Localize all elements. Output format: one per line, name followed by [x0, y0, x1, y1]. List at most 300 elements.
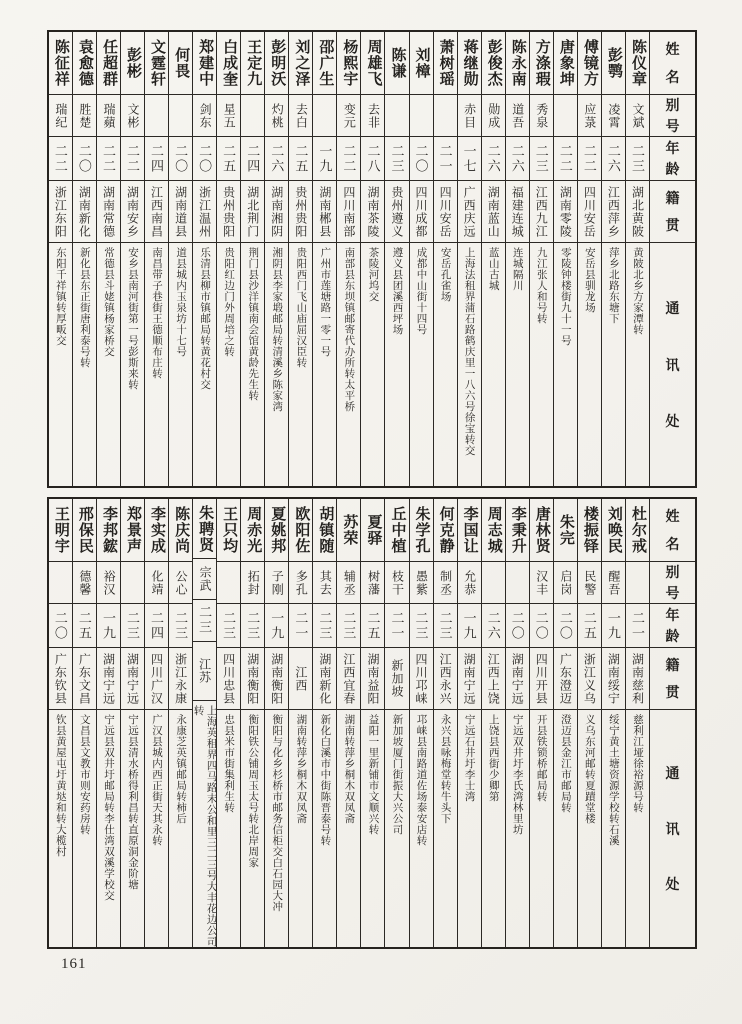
person-name: 文霆轩 [149, 39, 166, 87]
person-native-place: 浙江东阳 [49, 180, 72, 242]
person-native-place: 湖南宁远 [121, 647, 144, 709]
person-alias: 星五 [217, 94, 240, 136]
person-column [216, 499, 240, 947]
person-column [384, 499, 408, 947]
person-column [625, 32, 649, 486]
person-age: 二五 [361, 603, 384, 647]
person-address: 永兴县咏梅堂转牛头下 [434, 709, 457, 947]
person-alias: 多孔 [289, 561, 312, 603]
person-name: 周志城 [485, 506, 502, 554]
person-address: 义乌东河邮转夏蹟堂楼 [578, 709, 601, 947]
person-age: 二六 [265, 136, 288, 180]
table-header-column [649, 499, 695, 947]
person-name: 陈庆尚 [173, 506, 190, 554]
person-age: 二五 [578, 603, 601, 647]
person-native-place: 四川安岳 [578, 180, 601, 242]
person-alias: 枝干 [385, 561, 408, 603]
table-header-column [649, 32, 695, 486]
person-name: 唐林贤 [533, 506, 550, 554]
person-name: 唐象坤 [557, 39, 574, 87]
person-address: 南部县东坝镇邮寄代办所转太平桥 [337, 242, 360, 486]
person-address: 上海英租界四马路末公和里三二三号大丰花边公司转 [193, 700, 216, 947]
person-native-place: 四川安岳 [434, 180, 457, 242]
person-column [168, 499, 192, 947]
person-age: 一九 [602, 603, 625, 647]
person-age: 二三 [385, 136, 408, 180]
person-column [336, 499, 360, 947]
person-column [409, 499, 433, 947]
person-column [601, 499, 625, 947]
person-native-place: 贵州贵阳 [217, 180, 240, 242]
person-address: 宁远双井圩李氏湾林里坊 [506, 709, 529, 947]
person-address: 宁远县清水桥得利昌转直原洞金阶塘 [121, 709, 144, 947]
person-age: 二三 [337, 603, 360, 647]
person-native-place: 湖南常德 [97, 180, 120, 242]
person-address: 道县城内玉泉坊十七号 [169, 242, 192, 486]
person-native-place: 湖南绥宁 [602, 647, 625, 709]
person-address: 安岳孔雀场 [434, 242, 457, 486]
person-address: 东阳千祥镇转厚畈交 [49, 242, 72, 486]
person-name: 王明宇 [52, 506, 69, 554]
person-column [96, 32, 120, 486]
person-alias: 灼桃 [265, 94, 288, 136]
person-alias [49, 561, 72, 603]
person-age: 二六 [482, 603, 505, 647]
person-name: 丘中植 [389, 506, 406, 554]
person-alias: 去非 [361, 94, 384, 136]
person-name: 陈征祥 [52, 39, 69, 87]
person-name: 夏驿 [365, 514, 382, 546]
person-column [72, 32, 96, 486]
person-native-place: 广东澄迈 [554, 647, 577, 709]
person-alias [434, 94, 457, 136]
directory-table-bottom [47, 497, 697, 949]
person-name: 傅镜方 [581, 39, 598, 87]
person-address: 衡阳铁公铺周玉太号转北岸周家 [241, 709, 264, 947]
person-column [264, 499, 288, 947]
person-alias: 化靖 [145, 561, 168, 603]
person-native-place: 广东文昌 [73, 647, 96, 709]
person-column [553, 32, 577, 486]
person-alias: 德馨 [73, 561, 96, 603]
person-address: 广州市莲塘路一零一号 [313, 242, 336, 486]
person-name: 刘樟 [413, 47, 430, 79]
person-column [240, 499, 264, 947]
person-age: 二六 [602, 136, 625, 180]
person-address: 开县铁锁桥邮局转 [530, 709, 553, 947]
person-address: 安乡县南河街第一号彭斯来转 [121, 242, 144, 486]
person-column [288, 32, 312, 486]
person-column [49, 499, 72, 947]
person-address: 上海法租界蒲石路鹤庆里一八六号徐宝转交 [458, 242, 481, 486]
person-age: 一九 [265, 603, 288, 647]
person-column [192, 32, 216, 486]
person-name: 彭明沃 [269, 39, 286, 87]
person-column [481, 499, 505, 947]
person-alias: 胜楚 [73, 94, 96, 136]
person-alias: 拓封 [241, 561, 264, 603]
person-name: 邢保民 [76, 506, 93, 554]
person-address: 忠县米市街集利生转 [217, 709, 240, 947]
person-native-place: 江西南昌 [145, 180, 168, 242]
person-age: 一九 [97, 603, 120, 647]
person-age: 二二 [578, 136, 601, 180]
person-address: 蓝山古城 [482, 242, 505, 486]
person-alias [482, 561, 505, 603]
person-native-place: 江西萍乡 [602, 180, 625, 242]
person-name: 王只均 [221, 506, 238, 554]
person-name: 方涤瑕 [533, 39, 550, 87]
person-address: 慈利江垭徐裕源号转 [626, 709, 649, 947]
person-alias: 醒吾 [602, 561, 625, 603]
person-alias [554, 94, 577, 136]
header-name-label: 姓 名 [665, 43, 680, 86]
person-column [49, 32, 72, 486]
person-age: 二五 [217, 136, 240, 180]
person-age: 二三 [217, 603, 240, 647]
person-age: 二三 [193, 599, 216, 641]
person-native-place: 湖南湘阴 [265, 180, 288, 242]
person-native-place: 湖南衡阳 [241, 647, 264, 709]
person-column [505, 499, 529, 947]
person-age: 二三 [169, 603, 192, 647]
person-name: 周雄飞 [365, 39, 382, 87]
person-native-place: 四川南部 [337, 180, 360, 242]
person-name: 胡镇随 [317, 506, 334, 554]
person-age: 一九 [458, 603, 481, 647]
person-alias: 道吾 [506, 94, 529, 136]
person-name: 欧阳佐 [293, 506, 310, 554]
person-alias: 启岗 [554, 561, 577, 603]
person-age: 二二 [97, 136, 120, 180]
person-column [409, 32, 433, 486]
person-alias: 愚紫 [410, 561, 433, 603]
person-native-place: 福建连城 [506, 180, 529, 242]
person-alias: 秀泉 [530, 94, 553, 136]
person-age: 二一 [626, 603, 649, 647]
person-alias [385, 94, 408, 136]
person-address: 广汉县城内西正街天其永转 [145, 709, 168, 947]
person-address: 九江张人和号转 [530, 242, 553, 486]
person-alias: 允恭 [458, 561, 481, 603]
person-column [96, 499, 120, 947]
person-age: 二二 [49, 136, 72, 180]
person-alias [121, 561, 144, 603]
person-address: 南昌带子巷街王德顺布庄转 [145, 242, 168, 486]
person-native-place: 浙江义乌 [578, 647, 601, 709]
person-alias: 勋成 [482, 94, 505, 136]
person-column [120, 32, 144, 486]
person-column [312, 32, 336, 486]
person-age: 二五 [289, 136, 312, 180]
person-alias [313, 94, 336, 136]
person-column [577, 499, 601, 947]
person-name: 彭彬 [124, 47, 141, 79]
person-name: 彭鹗 [605, 47, 622, 79]
person-native-place: 湖南益阳 [361, 647, 384, 709]
person-column [144, 32, 168, 486]
person-native-place: 广东钦县 [49, 647, 72, 709]
header-alias-label: 别 号 [650, 561, 695, 603]
person-alias: 去白 [289, 94, 312, 136]
directory-table-top [47, 30, 697, 488]
person-native-place: 湖南郴县 [313, 180, 336, 242]
person-native-place: 江西 [289, 647, 312, 709]
person-native-place: 贵州贵阳 [289, 180, 312, 242]
person-column [433, 32, 457, 486]
header-native-label: 籍 贯 [650, 647, 695, 709]
person-name: 李邦鋐 [100, 506, 117, 554]
person-age: 二四 [145, 603, 168, 647]
person-native-place: 浙江温州 [193, 180, 216, 242]
person-address: 益阳一里新铺市文顺兴转 [361, 709, 384, 947]
person-address: 澄迈县金江市邮局转 [554, 709, 577, 947]
person-address: 文昌县文教市则安药房转 [73, 709, 96, 947]
person-age: 二〇 [410, 136, 433, 180]
person-column [288, 499, 312, 947]
person-address: 乐清县柳市镇邮局转黄花村交 [193, 242, 216, 486]
person-address: 贵阳红边门外周培之转 [217, 242, 240, 486]
person-address: 新化县东正街唐利泰号转 [73, 242, 96, 486]
person-name: 王定九 [245, 39, 262, 87]
header-alias-label: 别 号 [650, 94, 695, 136]
person-native-place: 湖南宁远 [506, 647, 529, 709]
person-alias: 瑞纪 [49, 94, 72, 136]
person-native-place: 湖南蓝山 [482, 180, 505, 242]
person-alias: 赤目 [458, 94, 481, 136]
person-age: 二六 [506, 136, 529, 180]
person-native-place: 四川开县 [530, 647, 553, 709]
person-age: 二〇 [193, 136, 216, 180]
person-alias: 变元 [337, 94, 360, 136]
person-address: 邛崃县南路道佐场泰安店转 [410, 709, 433, 947]
person-address: 常德县斗姥镇杨家桥交 [97, 242, 120, 486]
person-age: 二〇 [530, 603, 553, 647]
person-address: 宁远县双井圩邮局转李仕湾双溪学校交 [97, 709, 120, 947]
person-age: 二四 [241, 136, 264, 180]
person-name: 陈仪章 [629, 39, 646, 87]
person-name: 周赤光 [245, 506, 262, 554]
person-native-place: 湖南新化 [73, 180, 96, 242]
person-native-place: 江西上饶 [482, 647, 505, 709]
person-native-place: 江苏 [193, 641, 216, 700]
person-address: 衡阳与化乡杉桥市邮务信柜交白石园大冲 [265, 709, 288, 947]
header-native-label: 籍 贯 [650, 180, 695, 242]
person-native-place: 湖北黄陂 [626, 180, 649, 242]
person-age: 二二 [554, 136, 577, 180]
person-address: 宁远石井圩李士湾 [458, 709, 481, 947]
person-native-place: 湖南慈利 [626, 647, 649, 709]
person-alias: 子刚 [265, 561, 288, 603]
person-alias [626, 561, 649, 603]
person-column [240, 32, 264, 486]
person-name: 杨熙宇 [341, 39, 358, 87]
person-age: 二〇 [554, 603, 577, 647]
header-address-label: 通 讯 处 [650, 242, 695, 486]
person-alias [145, 94, 168, 136]
person-alias: 文斌 [626, 94, 649, 136]
person-name: 郑景声 [124, 506, 141, 554]
person-age: 二一 [289, 603, 312, 647]
person-alias: 凌霄 [602, 94, 625, 136]
person-name: 袁愈德 [76, 39, 93, 87]
person-name: 何克静 [437, 506, 454, 554]
person-native-place: 浙江永康 [169, 647, 192, 709]
person-native-place: 湖南茶陵 [361, 180, 384, 242]
person-column [360, 499, 384, 947]
person-alias: 汉丰 [530, 561, 553, 603]
person-address: 荆门县沙洋镇南会馆黄龄先生转 [241, 242, 264, 486]
person-age: 二三 [313, 603, 336, 647]
person-name: 刘唤民 [605, 506, 622, 554]
person-address: 遵义县团溪西坪场 [385, 242, 408, 486]
person-address: 钦县黄屋屯圩黄垯和转大榄村 [49, 709, 72, 947]
person-name: 任超群 [100, 39, 117, 87]
person-column [264, 32, 288, 486]
person-address: 成都中山街十四号 [410, 242, 433, 486]
person-age: 一九 [313, 136, 336, 180]
person-address: 萍乡北路东塘下 [602, 242, 625, 486]
person-native-place: 四川广汉 [145, 647, 168, 709]
person-name: 楼振铎 [581, 506, 598, 554]
header-age-label: 年 龄 [650, 136, 695, 180]
person-alias [169, 94, 192, 136]
person-name: 朱聘贤 [197, 504, 214, 553]
person-address: 连城隔川 [506, 242, 529, 486]
person-age: 二一 [385, 603, 408, 647]
header-address-label: 通 讯 处 [650, 709, 695, 947]
person-column [481, 32, 505, 486]
person-name: 朱学孔 [413, 506, 430, 554]
person-address: 安岳县驯龙场 [578, 242, 601, 486]
person-name: 萧树瑶 [437, 39, 454, 87]
person-native-place: 湖北荆门 [241, 180, 264, 242]
person-address: 永康芝英镇邮局转柿后 [169, 709, 192, 947]
person-column [505, 32, 529, 486]
header-name-label: 姓 名 [665, 510, 680, 553]
person-column [192, 499, 216, 947]
person-name: 刘之泽 [293, 39, 310, 87]
person-age: 二二 [337, 136, 360, 180]
person-age: 二〇 [169, 136, 192, 180]
person-age: 二四 [145, 136, 168, 180]
person-alias [217, 561, 240, 603]
person-column [120, 499, 144, 947]
person-name: 白成奎 [221, 39, 238, 87]
person-age: 二〇 [506, 603, 529, 647]
person-name: 邵广生 [317, 39, 334, 87]
person-age: 二三 [241, 603, 264, 647]
person-column [384, 32, 408, 486]
person-name: 蒋继勋 [461, 39, 478, 87]
person-column [72, 499, 96, 947]
person-alias: 应菉 [578, 94, 601, 136]
person-age: 二八 [361, 136, 384, 180]
person-native-place: 广西庆远 [458, 180, 481, 242]
person-name: 李实成 [149, 506, 166, 554]
person-address: 新加坡厦门街振大兴公司 [385, 709, 408, 947]
person-name: 李国让 [461, 506, 478, 554]
person-address: 新化白溪市中街陈晋泰号转 [313, 709, 336, 947]
person-alias: 制丞 [434, 561, 457, 603]
person-name: 彭俊杰 [485, 39, 502, 87]
person-address: 零陵钟楼街九十一号 [554, 242, 577, 486]
person-native-place: 新加坡 [385, 647, 408, 709]
person-address: 绥宁黄土塘资源学校转石溪 [602, 709, 625, 947]
person-column [577, 32, 601, 486]
person-column [360, 32, 384, 486]
person-age: 二三 [626, 136, 649, 180]
person-name: 陈谦 [389, 47, 406, 79]
person-alias: 文彬 [121, 94, 144, 136]
person-column [216, 32, 240, 486]
person-column [144, 499, 168, 947]
person-alias [241, 94, 264, 136]
person-column [529, 32, 553, 486]
person-address: 湖南转萍乡桐木双凤斋 [289, 709, 312, 947]
person-age: 二〇 [49, 603, 72, 647]
person-alias: 裕汉 [97, 561, 120, 603]
person-native-place: 湖南宁远 [97, 647, 120, 709]
person-native-place: 江西九江 [530, 180, 553, 242]
person-name: 苏荣 [341, 514, 358, 546]
person-alias: 剑东 [193, 94, 216, 136]
person-native-place: 湖南新化 [313, 647, 336, 709]
person-age: 二三 [121, 603, 144, 647]
person-column [457, 499, 481, 947]
person-age: 二三 [434, 603, 457, 647]
person-address: 湘阴县李家塅邮局转清溪乡陈家湾 [265, 242, 288, 486]
person-alias: 民警 [578, 561, 601, 603]
person-name: 夏姚邦 [269, 506, 286, 554]
person-column [625, 499, 649, 947]
person-age: 二一 [434, 136, 457, 180]
person-age: 二六 [482, 136, 505, 180]
header-age-label: 年 龄 [650, 603, 695, 647]
person-name: 陈永南 [509, 39, 526, 87]
person-native-place: 四川忠县 [217, 647, 240, 709]
person-age: 一七 [458, 136, 481, 180]
person-age: 二三 [530, 136, 553, 180]
person-alias: 树藩 [361, 561, 384, 603]
person-address: 湖南转萍乡桐木双凤斋 [337, 709, 360, 947]
person-name: 杜尔戒 [629, 506, 646, 554]
person-alias: 宗武 [193, 558, 216, 598]
person-column [336, 32, 360, 486]
person-column [601, 32, 625, 486]
person-native-place: 湖南道县 [169, 180, 192, 242]
person-column [168, 32, 192, 486]
person-native-place: 四川成都 [410, 180, 433, 242]
person-native-place: 四川邛崃 [410, 647, 433, 709]
person-column [529, 499, 553, 947]
person-name: 朱完 [557, 514, 574, 546]
person-alias: 公心 [169, 561, 192, 603]
person-name: 郑建中 [197, 39, 214, 87]
person-native-place: 湖南宁远 [458, 647, 481, 709]
person-alias: 瑞蘋 [97, 94, 120, 136]
person-native-place: 江西永兴 [434, 647, 457, 709]
person-column [457, 32, 481, 486]
person-address: 黄陂北乡方家潭转 [626, 242, 649, 486]
person-name: 李秉升 [509, 506, 526, 554]
person-age: 二三 [410, 603, 433, 647]
person-native-place: 湖南安乡 [121, 180, 144, 242]
person-age: 二五 [73, 603, 96, 647]
person-native-place: 江西宜春 [337, 647, 360, 709]
person-column [553, 499, 577, 947]
person-address: 贵阳西门飞山庙屈汉臣转 [289, 242, 312, 486]
